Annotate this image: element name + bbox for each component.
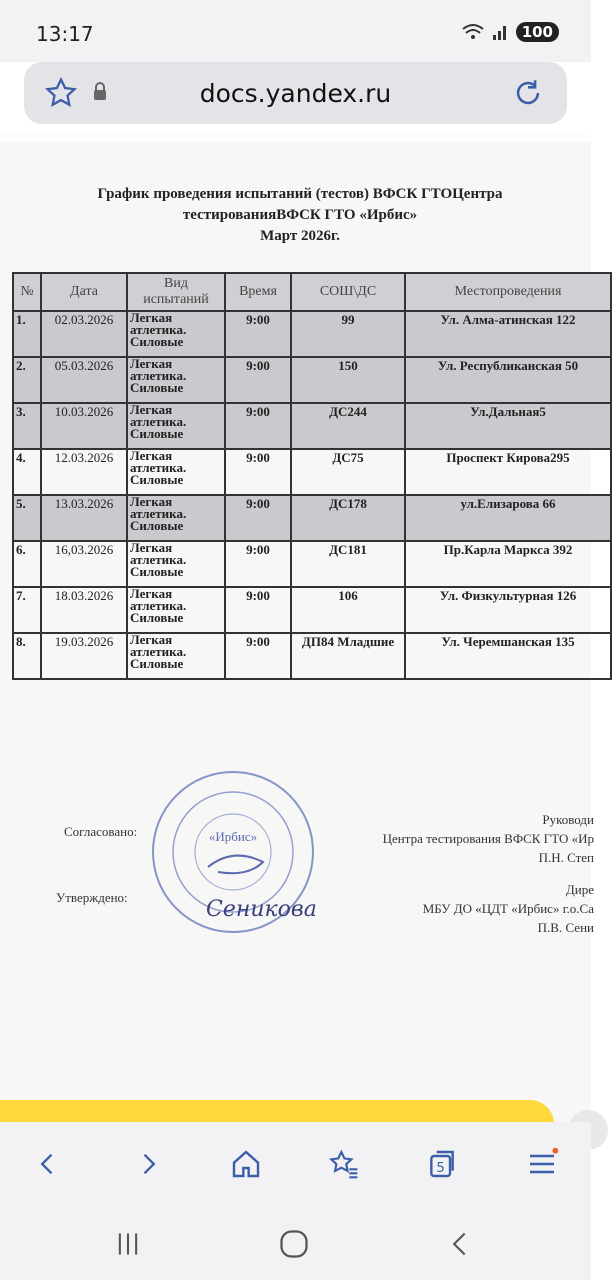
row-place: ул.Елизарова 66 (405, 495, 611, 541)
header-time: Время (225, 273, 291, 311)
title-line-2: тестированияВФСК ГТО «Ирбис» (182, 207, 418, 223)
agreed-signatory (348, 810, 594, 867)
chevron-left-icon (34, 1150, 62, 1178)
approved-label: Утверждено: (56, 890, 128, 905)
bookmarks-button[interactable] (322, 1142, 366, 1186)
tabs-icon (426, 1148, 458, 1180)
row-school: 150 (291, 357, 405, 403)
battery-indicator: 100 (516, 22, 559, 42)
agreed-right-1: Руководи (542, 812, 594, 827)
table-row (13, 633, 611, 679)
address-bar[interactable] (24, 62, 567, 124)
scanned-page (0, 142, 594, 1122)
row-date: 13.03.2026 (41, 495, 127, 541)
signal-icon (492, 23, 508, 41)
row-place: Ул. Черемшанская 135 (405, 633, 611, 679)
row-kind: Легкая атлетика. Силовые (127, 495, 225, 541)
header-place: Местопроведения (405, 273, 611, 311)
title-line-1: График проведения испытаний (тестов) ВФСК ГТОЦентра (97, 186, 503, 202)
row-num: 4. (13, 449, 41, 495)
table-row (13, 311, 611, 357)
row-time: 9:00 (225, 357, 291, 403)
url-text[interactable]: docs.yandex.ru (199, 79, 392, 108)
document-title (40, 184, 560, 247)
table-row (13, 587, 611, 633)
chevron-right-icon (134, 1150, 162, 1178)
system-back-button[interactable] (440, 1224, 480, 1264)
browser-bottom-bar (0, 1122, 591, 1202)
row-place: Ул. Физкультурная 126 (405, 587, 611, 633)
row-school: ДС181 (291, 541, 405, 587)
tabs-button[interactable] (420, 1142, 464, 1186)
row-num: 7. (13, 587, 41, 633)
back-button[interactable] (26, 1142, 70, 1186)
table-row (13, 495, 611, 541)
header-school: СОШ\ДС (291, 273, 405, 311)
row-place: Пр.Карла Маркса 392 (405, 541, 611, 587)
row-time: 9:00 (225, 449, 291, 495)
table-header-row (13, 273, 611, 311)
row-school: ДС75 (291, 449, 405, 495)
row-school: 99 (291, 311, 405, 357)
stamp-text: «Ирбис» (208, 829, 258, 844)
approved-right-2: МБУ ДО «ЦДТ «Ирбис» г.о.Са (422, 901, 594, 916)
approved-right-3: П.В. Сени (537, 920, 594, 935)
forward-button[interactable] (126, 1142, 170, 1186)
menu-button[interactable] (520, 1142, 564, 1186)
system-home-button[interactable] (274, 1224, 314, 1264)
row-time: 9:00 (225, 633, 291, 679)
row-school: 106 (291, 587, 405, 633)
row-school: ДП84 Младшие (291, 633, 405, 679)
row-kind: Легкая атлетика. Силовые (127, 311, 225, 357)
row-num: 2. (13, 357, 41, 403)
star-list-icon (328, 1148, 360, 1180)
system-navigation-bar (0, 1202, 591, 1280)
reload-icon[interactable] (511, 76, 545, 110)
row-time: 9:00 (225, 311, 291, 357)
tabs-count: 5 (436, 1161, 445, 1176)
row-date: 16,03.2026 (41, 541, 127, 587)
row-num: 3. (13, 403, 41, 449)
document-viewer[interactable] (0, 132, 594, 1122)
agreed-right-3: П.Н. Степ (538, 850, 594, 865)
row-num: 1. (13, 311, 41, 357)
row-place: Ул. Алма-атинская 122 (405, 311, 611, 357)
row-place: Ул. Республиканская 50 (405, 357, 611, 403)
recent-apps-icon (114, 1230, 142, 1258)
schedule-table (12, 272, 612, 680)
wifi-icon (462, 23, 484, 41)
row-num: 8. (13, 633, 41, 679)
system-back-icon (446, 1230, 474, 1258)
agreed-label: Согласовано: (64, 824, 138, 839)
row-school: ДС178 (291, 495, 405, 541)
row-date: 19.03.2026 (41, 633, 127, 679)
circle-home-icon (279, 1229, 309, 1259)
row-time: 9:00 (225, 541, 291, 587)
table-row (13, 541, 611, 587)
row-date: 10.03.2026 (41, 403, 127, 449)
title-line-3: Март 2026г. (260, 228, 340, 244)
header-kind: Вид испытаний (127, 273, 225, 311)
row-school: ДС244 (291, 403, 405, 449)
row-kind: Легкая атлетика. Силовые (127, 449, 225, 495)
approved-signatory (360, 880, 594, 937)
row-date: 05.03.2026 (41, 357, 127, 403)
row-date: 18.03.2026 (41, 587, 127, 633)
table-row (13, 449, 611, 495)
row-num: 6. (13, 541, 41, 587)
agreed-right-2: Центра тестирования ВФСК ГТО «Ир (382, 831, 594, 846)
header-num: № (13, 273, 41, 311)
handwritten-signature: Сеникова (206, 897, 317, 922)
row-date: 02.03.2026 (41, 311, 127, 357)
row-num: 5. (13, 495, 41, 541)
row-kind: Легкая атлетика. Силовые (127, 357, 225, 403)
home-icon (230, 1148, 262, 1180)
row-time: 9:00 (225, 495, 291, 541)
table-row (13, 357, 611, 403)
status-bar (0, 0, 591, 62)
row-kind: Легкая атлетика. Силовые (127, 587, 225, 633)
row-time: 9:00 (225, 587, 291, 633)
table-row (13, 403, 611, 449)
row-place: Ул.Дальная5 (405, 403, 611, 449)
approved-right-1: Дире (565, 882, 594, 897)
row-date: 12.03.2026 (41, 449, 127, 495)
row-kind: Легкая атлетика. Силовые (127, 541, 225, 587)
row-time: 9:00 (225, 403, 291, 449)
status-icons (462, 22, 559, 42)
hamburger-menu-icon (526, 1148, 558, 1180)
row-kind: Легкая атлетика. Силовые (127, 633, 225, 679)
row-kind: Легкая атлетика. Силовые (127, 403, 225, 449)
recent-apps-button[interactable] (108, 1224, 148, 1264)
home-button[interactable] (224, 1142, 268, 1186)
header-date: Дата (41, 273, 127, 311)
status-time: 13:17 (36, 22, 94, 46)
row-place: Проспект Кирова295 (405, 449, 611, 495)
